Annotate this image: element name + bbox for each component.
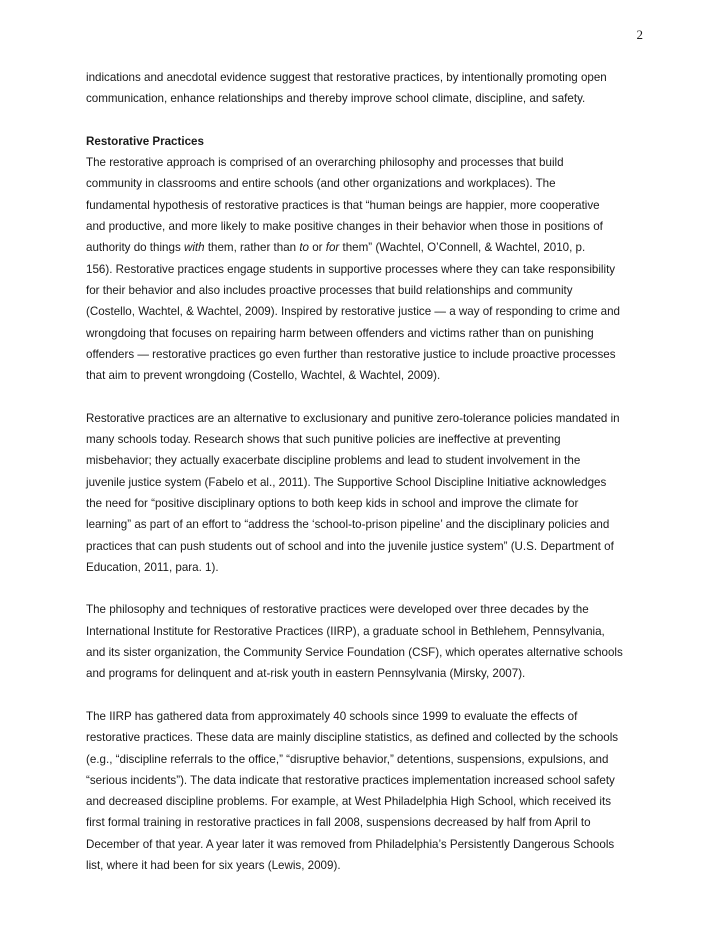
text-line: misbehavior; they actually exacerbate discipline problems and lead to student involvement in the [86,454,581,468]
text-line: and programs for delinquent and at-risk youth in eastern Pennsylvania (Mirsky, 2007). [86,667,526,681]
paragraph [86,131,648,387]
text-line: “serious incidents”). The data indicate that restorative practices implementation increased school safety [86,773,615,787]
text-line: many schools today. Research shows that such punitive policies are ineffective at preventing [86,433,561,447]
text-line: the need for “positive disciplinary options to both keep kids in school and improve the climate for [86,496,579,510]
text-line: Restorative practices are an alternative to exclusionary and punitive zero-tolerance policies mandated in [86,411,620,425]
text-line: and decreased discipline problems. For example, at West Philadelphia High School, which received its [86,795,611,809]
text-line: fundamental hypothesis of restorative practices is that “human beings are happier, more cooperative [86,198,600,212]
text-line: communication, enhance relationships and thereby improve school climate, discipline, and safety. [86,92,586,106]
body-text [86,67,648,898]
text-line: 156). Restorative practices engage students in supportive processes where they can take responsibility [86,262,616,276]
text-line: first formal training in restorative practices in fall 2008, suspensions decreased by half from April to [86,816,591,830]
text-line: (e.g., “discipline referrals to the office,” “disruptive behavior,” detentions, suspensions, expulsions, and [86,752,609,766]
text-line: community in classrooms and entire schools (and other organizations and workplaces). The [86,177,556,191]
text-line: December of that year. A year later it was removed from Philadelphia’s Persistently Dangerous Schools [86,837,615,851]
text-line: list, where it had been for six years (Lewis, 2009). [86,858,341,872]
paragraph [86,599,648,684]
text-line: juvenile justice system (Fabelo et al., 2011). The Supportive School Discipline Initiative acknowledges [86,475,607,489]
text-line: authority do things with them, rather than to or for them” (Wachtel, O’Connell, & Wachtel, 2010, p. [86,241,586,255]
text-line: that aim to prevent wrongdoing (Costello, Wachtel, & Wachtel, 2009). [86,369,441,383]
text-line: indications and anecdotal evidence suggest that restorative practices, by intentionally promoting open [86,71,607,84]
text-line: offenders — restorative practices go even further than restorative justice to include proactive processes [86,347,616,361]
paragraph [86,67,648,110]
text-line: practices that can push students out of school and into the juvenile justice system” (U.S. Department of [86,539,614,553]
text-line: and its sister organization, the Community Service Foundation (CSF), which operates alternative schools [86,646,623,660]
text-line: The restorative approach is comprised of an overarching philosophy and processes that build [86,156,564,170]
text-line: Education, 2011, para. 1). [86,560,219,574]
text-line: (Costello, Wachtel, & Wachtel, 2009). Inspired by restorative justice — a way of responding to crime and [86,305,620,319]
section-heading: Restorative Practices [86,134,204,148]
text-line: for their behavior and also includes proactive processes that build relationships and community [86,283,573,297]
text-line: wrongdoing that focuses on repairing harm between offenders and victims rather than on punishing [86,326,594,340]
paragraph [86,706,648,876]
paragraph [86,408,648,578]
text-line: The IIRP has gathered data from approximately 40 schools since 1999 to evaluate the effects of [86,709,578,723]
text-line: International Institute for Restorative Practices (IIRP), a graduate school in Bethlehem, Pennsylvania, [86,624,605,638]
text-line: restorative practices. These data are mainly discipline statistics, as defined and collected by the schools [86,731,619,745]
text-line: and productive, and more likely to make positive changes in their behavior when those in positions of [86,220,603,234]
page-number: 2 [636,27,643,42]
text-line: learning” as part of an effort to “address the ‘school-to-prison pipeline’ and the disciplinary policies and [86,518,610,532]
text-line: The philosophy and techniques of restorative practices were developed over three decades by the [86,603,589,617]
